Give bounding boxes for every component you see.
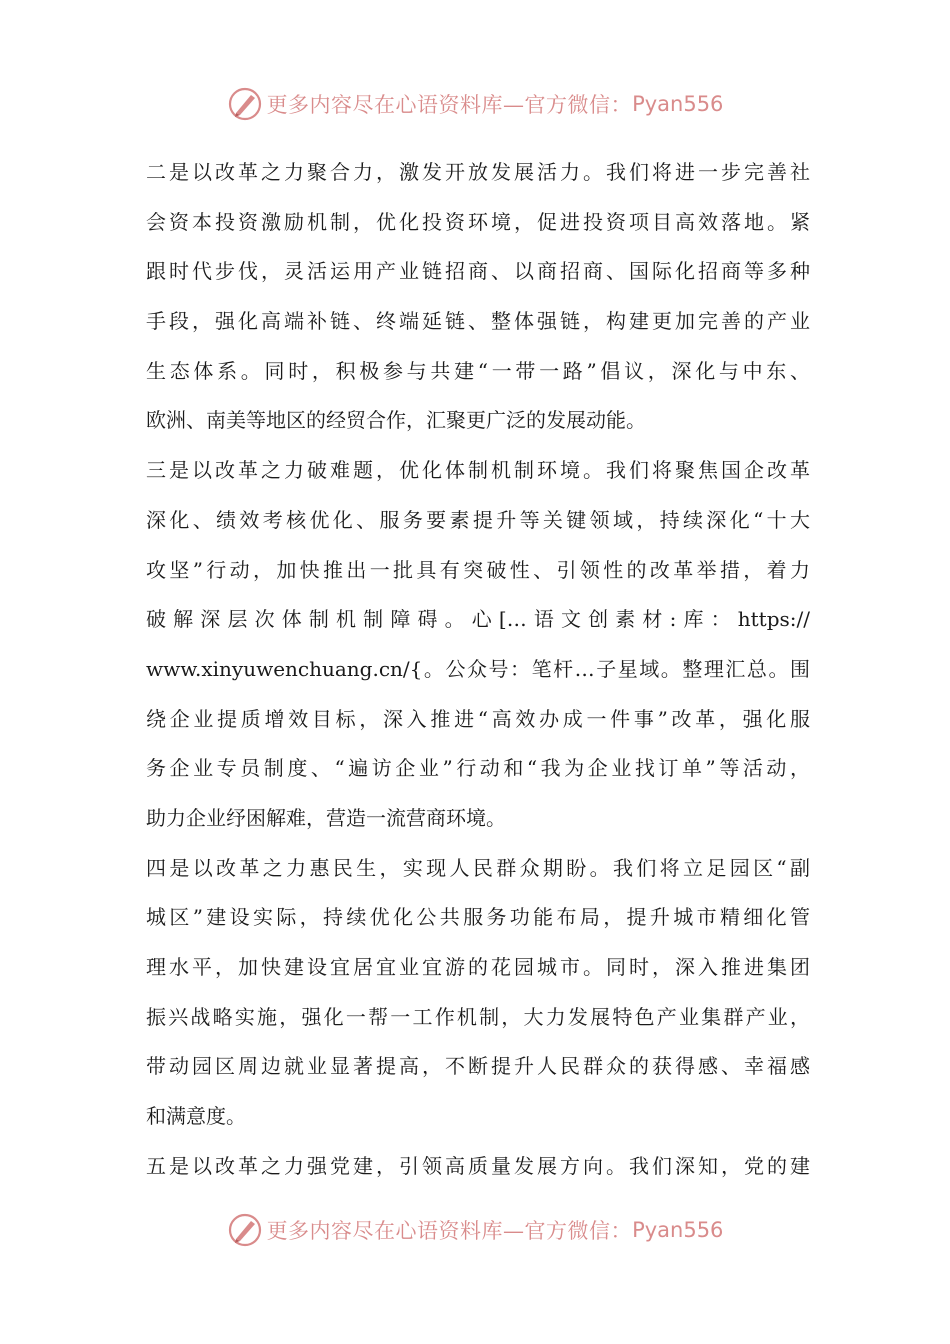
text-line: 带动园区周边就业显著提高，不断提升人民群众的获得感、幸福感 [146, 1054, 810, 1079]
text-line: 深化、绩效考核优化、服务要素提升等关键领域，持续深化“十大 [146, 507, 810, 532]
banner-text: 更多内容尽在心语资料库—官方微信： [266, 93, 633, 117]
text-line: 跟时代步伐，灵活运用产业链招商、以商招商、国际化招商等多种 [146, 259, 810, 284]
text-line: 三是以改革之力破难题，优化体制机制环境。我们将聚焦国企改革 [146, 458, 810, 483]
pen-logo-icon [227, 1212, 263, 1248]
document-body [146, 148, 810, 1191]
banner-handle: Pyan556 [632, 1218, 724, 1242]
pen-logo-icon [227, 86, 263, 122]
text-line: 会资本投资激励机制，优化投资环境，促进投资项目高效落地。紧 [146, 209, 810, 234]
footer-watermark-banner [0, 1210, 950, 1250]
text-line: www.xinyuwenchuang.cn/{。公众号：笔杆…子星域。整理汇总。围 [146, 656, 810, 681]
text-line: 助力企业纾困解难，营造一流营商环境。 [146, 805, 506, 830]
text-line: 城区”建设实际，持续优化公共服务功能布局，提升城市精细化管 [146, 905, 810, 930]
text-line: 欧洲、南美等地区的经贸合作，汇聚更广泛的发展动能。 [146, 408, 646, 433]
text-line: 手段，强化高端补链、终端延链、整体强链，构建更加完善的产业 [146, 309, 810, 334]
text-line: 生态体系。同时，积极参与共建“一带一路”倡议，深化与中东、 [146, 358, 810, 383]
banner-handle: Pyan556 [632, 92, 724, 116]
text-line: 破解深层次体制机制障碍。心[…语文创素材:库：https:// [146, 607, 810, 632]
text-line: 务企业专员制度、“遍访企业”行动和“我为企业找订单”等活动， [146, 756, 810, 781]
text-line: 五是以改革之力强党建，引领高质量发展方向。我们深知，党的建 [146, 1153, 810, 1178]
text-line: 和满意度。 [146, 1104, 246, 1129]
header-watermark-banner [0, 84, 950, 124]
text-line: 攻坚”行动，加快推出一批具有突破性、引领性的改革举措，着力 [146, 557, 810, 582]
text-line: 四是以改革之力惠民生，实现人民群众期盼。我们将立足园区“副 [146, 855, 810, 880]
text-line: 振兴战略实施，强化一帮一工作机制，大力发展特色产业集群产业， [146, 1004, 810, 1029]
text-line: 二是以改革之力聚合力，激发开放发展活力。我们将进一步完善社 [146, 160, 810, 184]
text-line: 绕企业提质增效目标，深入推进“高效办成一件事”改革，强化服 [146, 706, 810, 731]
banner-text: 更多内容尽在心语资料库—官方微信： [266, 1219, 633, 1243]
text-line: 理水平，加快建设宜居宜业宜游的花园城市。同时，深入推进集团 [146, 955, 810, 979]
